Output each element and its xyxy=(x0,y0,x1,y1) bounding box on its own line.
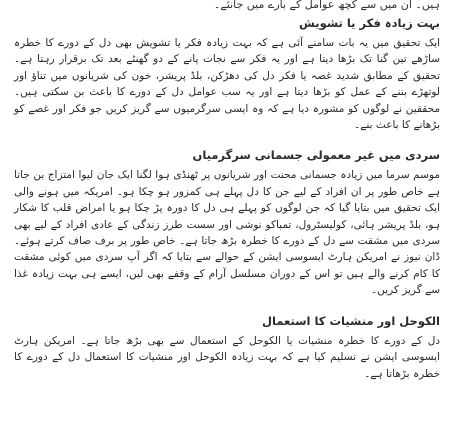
section-paragraph-alcohol-drugs: دل کے دورے کا خطرہ منشیات یا الکوحل کے استعمال سے بھی بڑھ جاتا ہے۔ امریکن ہارٹ ایسوسی ایشن نے تسلیم کیا ہے کہ بہت زیادہ الکوحل اور منشیات کا استعمال دل کے دورے کا خطرہ بڑھاتا ہے۔ xyxy=(14,334,440,380)
section-paragraph-winter-exertion: موسم سرما میں زیادہ جسمانی محنت اور شریانوں پر ٹھنڈی ہوا لگنا ایک جان لیوا امتزاج بن جاتا ہے خاص طور پر ان افراد کے لیے جن کا دل پہلے ہی کمزور ہو چکا ہو۔ امریکہ میں ہونے والی ایک تحقیق میں بتایا گیا کہ جن لوگوں کو پہلے ہی دل کا دورہ پڑ چکا ہو یا امراض قلب کا شکار ہو، بلڈ پریشر ہائی، کولیسٹرول، تمباکو نوشی اور سست طرز زندگی کے عادی افراد کے لیے بھی سردی میں مشقت سے دل کے دورے کا خطرہ بڑھ جاتا ہے۔ خاص طور پر برف صاف کرتے ہوئے۔ ڈان نیوز نے امریکن ہارٹ ایسوسی ایشن کے حوالے سے بتایا کہ اگر آپ سردی میں کوئی مشقت کا کام کرنے والے ہیں تو اس کے دوران مسلسل آرام کے وقفے بھی لیں، ایسے ہی بہت زیادہ غذا سے گریز کریں۔ xyxy=(14,169,440,297)
previous-paragraph-fragment: ہیں۔ ان میں سے کچھ عوامل کے بارے میں جانئے۔ xyxy=(213,0,440,11)
section-heading-anxiety: بہت زیادہ فکر یا تشویش xyxy=(299,16,440,30)
section-heading-alcohol-drugs: الکوحل اور منشیات کا استعمال xyxy=(262,313,440,328)
section-paragraph-anxiety: ایک تحقیق میں یہ بات سامنے آئی ہے کہ بہت زیادہ فکر یا تشویش بھی دل کے دورے کا خطرہ ساڑھے تین گنا تک بڑھا دیتا ہے اور یہ فکر سے نجات پانے کے دو گھنٹے بعد تک برقرار رہتا ہے۔ تحقیق کے مطابق شدید غصہ یا فکر دل کی دھڑکن، بلڈ پریشر، خون کی شریانوں میں تناؤ اور لوتھڑے بننے کے عمل کو بڑھا دیتا ہے اور یہ سب عوامل دل کے دورے کا باعث بن سکتی ہیں۔ محققین نے لوگوں کو مشورہ دیا ہے کہ وہ ایسی سرگرمیوں سے گریز کریں جو فکر اور غصے کو بڑھانے کا باعث بنے۔ xyxy=(14,37,440,132)
section-heading-winter-exertion: سردی میں غیر معمولی جسمانی سرگرمیاں xyxy=(192,148,440,163)
